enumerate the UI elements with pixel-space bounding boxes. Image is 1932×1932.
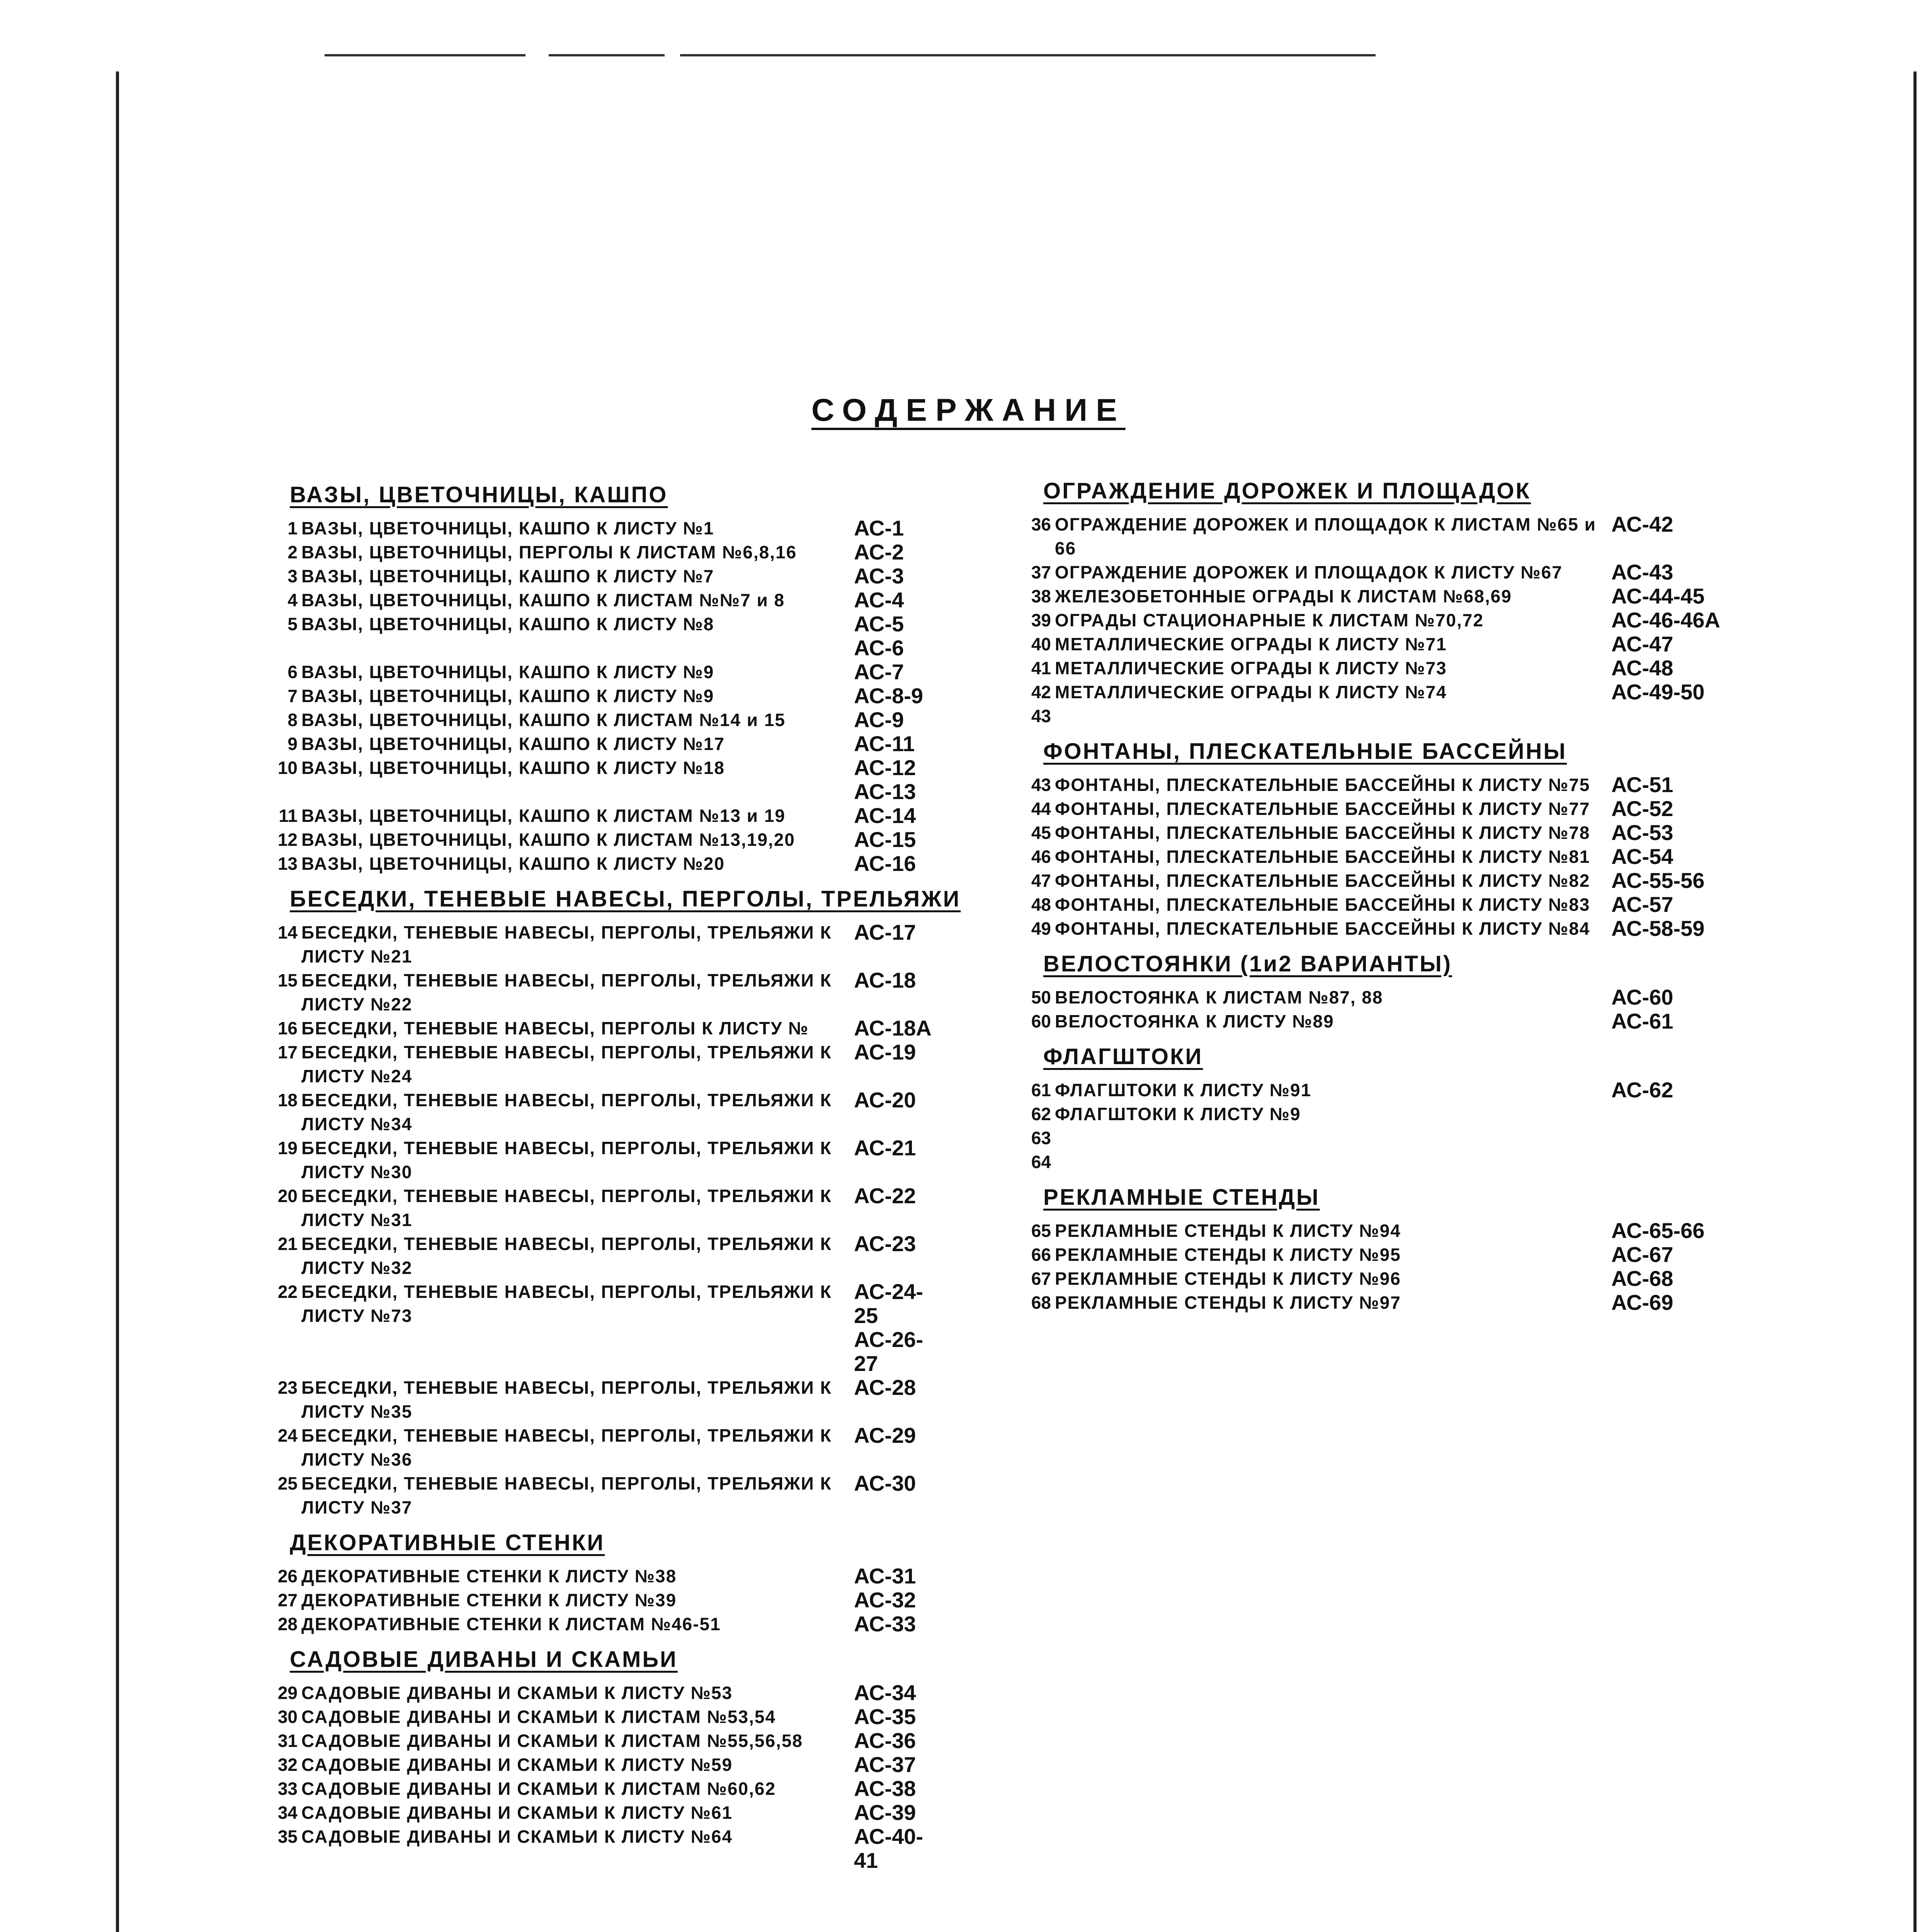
- sheet-code: АС-19: [854, 1040, 916, 1064]
- entry-number: 8: [287, 710, 298, 730]
- entry-number: 24: [277, 1425, 298, 1446]
- entry-number: 1: [287, 518, 298, 538]
- entry-number: 28: [277, 1614, 298, 1634]
- entry-title: ДЕКОРАТИВНЫЕ СТЕНКИ К ЛИСТАМ №46-51: [301, 1614, 721, 1634]
- contents-entry: [267, 564, 947, 588]
- entry-title: БЕСЕДКИ, ТЕНЕВЫЕ НАВЕСЫ, ПЕРГОЛЫ, ТРЕЛЬЯЖИ К ЛИСТУ №37: [301, 1473, 832, 1517]
- entry-title: БЕСЕДКИ, ТЕНЕВЫЕ НАВЕСЫ, ПЕРГОЛЫ, ТРЕЛЬЯЖИ К ЛИСТУ №35: [301, 1378, 832, 1422]
- contents-entry: [1020, 821, 1739, 845]
- sheet-code: АС-6: [854, 636, 904, 660]
- entry-number: 32: [277, 1755, 298, 1775]
- sheet-code: АС-62: [1611, 1078, 1673, 1102]
- entry-number: 13: [277, 854, 298, 874]
- entry-number: 48: [1031, 895, 1051, 915]
- contents-entry: [267, 660, 947, 684]
- entry-title: ФОНТАНЫ, ПЛЕСКАТЕЛЬНЫЕ БАССЕЙНЫ К ЛИСТУ №82: [1055, 871, 1590, 891]
- section-heading: ВАЗЫ, ЦВЕТОЧНИЦЫ, КАШПО: [290, 482, 668, 507]
- sheet-code: АС-53: [1611, 820, 1673, 845]
- entry-number: 38: [1031, 586, 1051, 606]
- section-heading: САДОВЫЕ ДИВАНЫ И СКАМЬИ: [290, 1647, 678, 1672]
- entry-title: РЕКЛАМНЫЕ СТЕНДЫ К ЛИСТУ №95: [1055, 1245, 1401, 1265]
- sheet-code: АС-38: [854, 1776, 916, 1801]
- entry-title: [301, 636, 846, 660]
- sheet-code: АС-17: [854, 920, 916, 944]
- entry-title: МЕТАЛЛИЧЕСКИЕ ОГРАДЫ К ЛИСТУ №71: [1055, 634, 1447, 654]
- contents-entry: [267, 1705, 947, 1729]
- contents-entry: [267, 1681, 947, 1705]
- contents-entry: [267, 1136, 947, 1184]
- entry-title: ФЛАГШТОКИ К ЛИСТУ №9: [1055, 1104, 1301, 1124]
- entry-number: 66: [1031, 1245, 1051, 1265]
- entry-number: 17: [277, 1042, 298, 1062]
- contents-entry: [1020, 845, 1739, 869]
- sheet-code: АС-4: [854, 588, 904, 612]
- entry-number: 47: [1031, 871, 1051, 891]
- contents-entry: [1020, 608, 1739, 632]
- sheet-code: АС-2: [854, 540, 904, 564]
- sheet-code: АС-7: [854, 660, 904, 684]
- entry-number: 35: [277, 1827, 298, 1847]
- sheet-code: АС-44-45: [1611, 584, 1705, 608]
- entry-number: 36: [1031, 514, 1051, 534]
- entry-number: 9: [287, 734, 298, 754]
- entry-title: [1055, 704, 1604, 728]
- entry-title: ОГРАЖДЕНИЕ ДОРОЖЕК И ПЛОЩАДОК К ЛИСТАМ №65 и 66: [1055, 514, 1596, 558]
- section-heading: РЕКЛАМНЫЕ СТЕНДЫ: [1043, 1185, 1320, 1210]
- contents-entry: [1020, 1243, 1739, 1267]
- contents-entry: [267, 684, 947, 708]
- entry-title: БЕСЕДКИ, ТЕНЕВЫЕ НАВЕСЫ, ПЕРГОЛЫ, ТРЕЛЬЯЖИ К ЛИСТУ №34: [301, 1090, 832, 1134]
- contents-entry: [267, 1088, 947, 1136]
- contents-entry: [1020, 1291, 1739, 1315]
- entry-title: ОГРАЖДЕНИЕ ДОРОЖЕК И ПЛОЩАДОК К ЛИСТУ №67: [1055, 562, 1563, 582]
- section-heading: ВЕЛОСТОЯНКИ (1и2 ВАРИАНТЫ): [1043, 951, 1452, 976]
- entry-number: 20: [277, 1186, 298, 1206]
- sheet-code: АС-51: [1611, 772, 1673, 797]
- sheet-code: АС-67: [1611, 1242, 1673, 1267]
- sheet-code: АС-49-50: [1611, 680, 1705, 704]
- sheet-code: АС-22: [854, 1184, 916, 1208]
- entry-number: 61: [1031, 1080, 1051, 1100]
- entry-title: ВАЗЫ, ЦВЕТОЧНИЦЫ, КАШПО К ЛИСТАМ №13,19,20: [301, 830, 795, 850]
- entry-number: 62: [1031, 1104, 1051, 1124]
- sheet-code: АС-42: [1611, 512, 1673, 536]
- contents-entry: [267, 1564, 947, 1588]
- entry-title: БЕСЕДКИ, ТЕНЕВЫЕ НАВЕСЫ, ПЕРГОЛЫ, ТРЕЛЬЯЖИ К ЛИСТУ №73: [301, 1282, 832, 1326]
- sheet-code: АС-13: [854, 779, 916, 804]
- entry-title: ВАЗЫ, ЦВЕТОЧНИЦЫ, КАШПО К ЛИСТУ №17: [301, 734, 725, 754]
- sheet-code: АС-34: [854, 1680, 916, 1705]
- contents-entry: [1020, 1219, 1739, 1243]
- section-heading: ФОНТАНЫ, ПЛЕСКАТЕЛЬНЫЕ БАССЕЙНЫ: [1043, 739, 1567, 764]
- contents-right-column: [1020, 468, 1739, 1315]
- sheet-code: АС-35: [854, 1704, 916, 1729]
- sheet-code: АС-60: [1611, 985, 1673, 1009]
- entry-number: 37: [1031, 562, 1051, 582]
- contents-entry: [1020, 1126, 1739, 1150]
- sheet-code: АС-32: [854, 1588, 916, 1612]
- entry-title: БЕСЕДКИ, ТЕНЕВЫЕ НАВЕСЫ, ПЕРГОЛЫ, ТРЕЛЬЯЖИ К ЛИСТУ №24: [301, 1042, 832, 1086]
- contents-entry: [267, 1016, 947, 1040]
- entry-title: ФОНТАНЫ, ПЛЕСКАТЕЛЬНЫЕ БАССЕЙНЫ К ЛИСТУ №77: [1055, 799, 1590, 819]
- entry-number: [267, 780, 301, 804]
- contents-entry: [267, 732, 947, 756]
- entry-number: 33: [277, 1779, 298, 1799]
- entry-number: 6: [287, 662, 298, 682]
- entry-title: [301, 780, 846, 804]
- sheet-code: АС-8-9: [854, 684, 923, 708]
- contents-entry: [267, 804, 947, 828]
- entry-title: ДЕКОРАТИВНЫЕ СТЕНКИ К ЛИСТУ №39: [301, 1590, 677, 1610]
- sheet-code: АС-20: [854, 1088, 916, 1112]
- entry-number: 49: [1031, 918, 1051, 939]
- sheet-code: АС-39: [854, 1800, 916, 1825]
- sheet-code: АС-11: [854, 731, 915, 756]
- contents-entry: [267, 1612, 947, 1636]
- sheet-code: АС-15: [854, 827, 916, 852]
- sheet-code: АС-31: [854, 1564, 916, 1588]
- contents-entry: [267, 1280, 947, 1376]
- contents-entry: [1020, 773, 1739, 797]
- entry-title: МЕТАЛЛИЧЕСКИЕ ОГРАДЫ К ЛИСТУ №74: [1055, 682, 1447, 702]
- contents-entry: [267, 1423, 947, 1471]
- contents-entry: [267, 1232, 947, 1280]
- entry-number: 15: [277, 970, 298, 990]
- contents-entry: [267, 780, 947, 804]
- sheet-code: АС-36: [854, 1728, 916, 1753]
- entry-number: 18: [277, 1090, 298, 1110]
- contents-entry: [267, 612, 947, 636]
- entry-number: 26: [277, 1566, 298, 1586]
- entry-title: ВАЗЫ, ЦВЕТОЧНИЦЫ, КАШПО К ЛИСТУ №9: [301, 662, 714, 682]
- entry-number: 22: [277, 1282, 298, 1302]
- sheet-code: АС-14: [854, 803, 916, 828]
- contents-entry: [267, 1040, 947, 1088]
- section-heading: ФЛАГШТОКИ: [1043, 1044, 1203, 1069]
- entry-number: 64: [1031, 1152, 1051, 1172]
- sheet-code: АС-37: [854, 1752, 916, 1777]
- entry-title: [1055, 1150, 1604, 1174]
- sheet-code: АС-47: [1611, 632, 1673, 656]
- entry-title: ФОНТАНЫ, ПЛЕСКАТЕЛЬНЫЕ БАССЕЙНЫ К ЛИСТУ №78: [1055, 823, 1590, 843]
- entry-number: 14: [277, 922, 298, 942]
- entry-title: БЕСЕДКИ, ТЕНЕВЫЕ НАВЕСЫ, ПЕРГОЛЫ, ТРЕЛЬЯЖИ К ЛИСТУ №31: [301, 1186, 832, 1230]
- contents-entry: [267, 1825, 947, 1872]
- entry-title: ЖЕЛЕЗОБЕТОННЫЕ ОГРАДЫ К ЛИСТАМ №68,69: [1055, 586, 1512, 606]
- contents-entry: [267, 588, 947, 612]
- entry-number: 60: [1031, 1011, 1051, 1031]
- sheet-code: АС-3: [854, 564, 904, 588]
- entry-number: 19: [277, 1138, 298, 1158]
- entry-number: 42: [1031, 682, 1051, 702]
- entry-title: САДОВЫЕ ДИВАНЫ И СКАМЬИ К ЛИСТАМ №53,54: [301, 1707, 776, 1727]
- contents-entry: [1020, 985, 1739, 1009]
- entry-number: 12: [277, 830, 298, 850]
- sheet-code: АС-54: [1611, 844, 1673, 869]
- entry-title: [1055, 1126, 1604, 1150]
- entry-number: 2: [287, 542, 298, 562]
- entry-title: ВАЗЫ, ЦВЕТОЧНИЦЫ, КАШПО К ЛИСТУ №9: [301, 686, 714, 706]
- sheet-code: АС-61: [1611, 1009, 1673, 1033]
- entry-number: 34: [277, 1803, 298, 1823]
- entry-title: МЕТАЛЛИЧЕСКИЕ ОГРАДЫ К ЛИСТУ №73: [1055, 658, 1447, 678]
- entry-title: ВЕЛОСТОЯНКА К ЛИСТУ №89: [1055, 1011, 1334, 1031]
- sheet-code: АС-12: [854, 755, 916, 780]
- entry-number: 40: [1031, 634, 1051, 654]
- entry-number: 4: [287, 590, 298, 610]
- sheet-code: АС-30: [854, 1471, 916, 1495]
- contents-left-column: [267, 471, 961, 1872]
- entry-number: 25: [277, 1473, 298, 1493]
- entry-number: 3: [287, 566, 298, 586]
- entry-title: БЕСЕДКИ, ТЕНЕВЫЕ НАВЕСЫ, ПЕРГОЛЫ, ТРЕЛЬЯЖИ К ЛИСТУ №32: [301, 1234, 832, 1278]
- entry-number: [267, 636, 301, 660]
- entry-number: 27: [277, 1590, 298, 1610]
- entry-number: 67: [1031, 1269, 1051, 1289]
- contents-entry: [1020, 1267, 1739, 1291]
- sheet-code: АС-69: [1611, 1290, 1673, 1315]
- sheet-code: АС-55-56: [1611, 868, 1705, 893]
- entry-number: 65: [1031, 1221, 1051, 1241]
- entry-title: САДОВЫЕ ДИВАНЫ И СКАМЬИ К ЛИСТУ №53: [301, 1683, 733, 1703]
- entry-number: 39: [1031, 610, 1051, 630]
- sheet-code: АС-9: [854, 707, 904, 732]
- sheet-code: АС-48: [1611, 656, 1673, 680]
- entry-number: 30: [277, 1707, 298, 1727]
- contents-entry: [1020, 560, 1739, 584]
- top-rule-1: [325, 54, 526, 56]
- entry-number: 11: [279, 806, 298, 826]
- entry-number: 44: [1031, 799, 1051, 819]
- entry-title: РЕКЛАМНЫЕ СТЕНДЫ К ЛИСТУ №94: [1055, 1221, 1401, 1241]
- entry-title: ВАЗЫ, ЦВЕТОЧНИЦЫ, КАШПО К ЛИСТУ №18: [301, 758, 725, 778]
- top-rule-2: [549, 54, 665, 56]
- sheet-code: АС-16: [854, 851, 916, 876]
- sheet-code: АС-24-25 АС-26-27: [854, 1279, 923, 1376]
- entry-title: ВАЗЫ, ЦВЕТОЧНИЦЫ, КАШПО К ЛИСТУ №20: [301, 854, 725, 874]
- sheet-code: АС-43: [1611, 560, 1673, 584]
- entry-number: 21: [277, 1234, 298, 1254]
- sheet-code: АС-21: [854, 1136, 916, 1160]
- contents-entry: [267, 1753, 947, 1777]
- entry-title: САДОВЫЕ ДИВАНЫ И СКАМЬИ К ЛИСТУ №61: [301, 1803, 733, 1823]
- entry-title: БЕСЕДКИ, ТЕНЕВЫЕ НАВЕСЫ, ПЕРГОЛЫ, ТРЕЛЬЯЖИ К ЛИСТУ №21: [301, 922, 832, 966]
- entry-title: САДОВЫЕ ДИВАНЫ И СКАМЬИ К ЛИСТУ №64: [301, 1827, 733, 1847]
- contents-entry: [267, 852, 947, 876]
- entry-number: 16: [277, 1018, 298, 1038]
- sheet-code: АС-5: [854, 612, 904, 636]
- section-heading: БЕСЕДКИ, ТЕНЕВЫЕ НАВЕСЫ, ПЕРГОЛЫ, ТРЕЛЬЯЖИ: [290, 886, 961, 912]
- sheet-code: [1604, 1150, 1739, 1174]
- entry-title: ВАЗЫ, ЦВЕТОЧНИЦЫ, КАШПО К ЛИСТУ №7: [301, 566, 714, 586]
- sheet-code: АС-28: [854, 1375, 916, 1400]
- entry-number: 68: [1031, 1293, 1051, 1313]
- contents-entry: [267, 636, 947, 660]
- top-rule-3: [680, 54, 1376, 56]
- contents-entry: [1020, 632, 1739, 656]
- entry-number: 50: [1031, 987, 1051, 1007]
- entry-title: ВАЗЫ, ЦВЕТОЧНИЦЫ, КАШПО К ЛИСТАМ №13 и 19: [301, 806, 786, 826]
- entry-number: 7: [287, 686, 298, 706]
- contents-entry: [267, 1471, 947, 1519]
- contents-entry: [267, 708, 947, 732]
- contents-entry: [1020, 512, 1739, 560]
- entry-title: БЕСЕДКИ, ТЕНЕВЫЕ НАВЕСЫ, ПЕРГОЛЫ К ЛИСТУ №: [301, 1018, 809, 1038]
- sheet-code: АС-23: [854, 1231, 916, 1256]
- entry-title: САДОВЫЕ ДИВАНЫ И СКАМЬИ К ЛИСТАМ №55,56,58: [301, 1731, 803, 1751]
- section-heading: ОГРАЖДЕНИЕ ДОРОЖЕК И ПЛОЩАДОК: [1043, 478, 1531, 503]
- entry-title: ВАЗЫ, ЦВЕТОЧНИЦЫ, КАШПО К ЛИСТУ №8: [301, 614, 714, 634]
- sheet-code: АС-18: [854, 968, 916, 992]
- entry-title: РЕКЛАМНЫЕ СТЕНДЫ К ЛИСТУ №96: [1055, 1269, 1401, 1289]
- entry-title: ФОНТАНЫ, ПЛЕСКАТЕЛЬНЫЕ БАССЕЙНЫ К ЛИСТУ №75: [1055, 775, 1590, 795]
- contents-entry: [1020, 1102, 1739, 1126]
- contents-entry: [267, 920, 947, 968]
- contents-entry: [267, 1729, 947, 1753]
- contents-entry: [267, 540, 947, 564]
- entry-number: 45: [1031, 823, 1051, 843]
- contents-entry: [267, 516, 947, 540]
- sheet-code: АС-52: [1611, 796, 1673, 821]
- contents-entry: [1020, 656, 1739, 680]
- contents-entry: [1020, 917, 1739, 940]
- entry-title: ФОНТАНЫ, ПЛЕСКАТЕЛЬНЫЕ БАССЕЙНЫ К ЛИСТУ №81: [1055, 847, 1590, 867]
- entry-title: ДЕКОРАТИВНЫЕ СТЕНКИ К ЛИСТУ №38: [301, 1566, 677, 1586]
- section-heading: ДЕКОРАТИВНЫЕ СТЕНКИ: [290, 1530, 605, 1555]
- page-title: СОДЕРЖАНИЕ: [811, 393, 1126, 428]
- contents-entry: [267, 1588, 947, 1612]
- sheet-code: АС-29: [854, 1423, 916, 1447]
- sheet-code: АС-68: [1611, 1266, 1673, 1291]
- entry-title: БЕСЕДКИ, ТЕНЕВЫЕ НАВЕСЫ, ПЕРГОЛЫ, ТРЕЛЬЯЖИ К ЛИСТУ №30: [301, 1138, 832, 1182]
- entry-title: ВАЗЫ, ЦВЕТОЧНИЦЫ, КАШПО К ЛИСТАМ №14 и 15: [301, 710, 786, 730]
- entry-title: ВЕЛОСТОЯНКА К ЛИСТАМ №87, 88: [1055, 987, 1383, 1007]
- sheet-code: АС-65-66: [1611, 1218, 1705, 1243]
- entry-number: 10: [277, 758, 298, 778]
- contents-entry: [1020, 869, 1739, 893]
- contents-entry: [1020, 1009, 1739, 1033]
- entry-number: 31: [277, 1731, 298, 1751]
- contents-entry: [1020, 1078, 1739, 1102]
- entry-title: ВАЗЫ, ЦВЕТОЧНИЦЫ, ПЕРГОЛЫ К ЛИСТАМ №6,8,16: [301, 542, 797, 562]
- sheet-code: АС-57: [1611, 892, 1673, 917]
- entry-number: 46: [1031, 847, 1051, 867]
- contents-entry: [267, 756, 947, 780]
- sheet-code: АС-58-59: [1611, 916, 1705, 940]
- entry-number: 29: [277, 1683, 298, 1703]
- entry-number: 43: [1031, 775, 1051, 795]
- entry-title: РЕКЛАМНЫЕ СТЕНДЫ К ЛИСТУ №97: [1055, 1293, 1401, 1313]
- sheet-code: АС-1: [854, 516, 904, 540]
- contents-entry: [1020, 893, 1739, 917]
- sheet-code: АС-46-46А: [1611, 608, 1720, 632]
- entry-number: 5: [287, 614, 298, 634]
- entry-title: САДОВЫЕ ДИВАНЫ И СКАМЬИ К ЛИСТАМ №60,62: [301, 1779, 776, 1799]
- contents-entry: [267, 828, 947, 852]
- contents-entry: [267, 1777, 947, 1801]
- entry-title: ВАЗЫ, ЦВЕТОЧНИЦЫ, КАШПО К ЛИСТАМ №№7 и 8: [301, 590, 785, 610]
- entry-title: САДОВЫЕ ДИВАНЫ И СКАМЬИ К ЛИСТУ №59: [301, 1755, 733, 1775]
- contents-entry: [267, 968, 947, 1016]
- contents-entry: [1020, 797, 1739, 821]
- entry-title: ОГРАДЫ СТАЦИОНАРНЫЕ К ЛИСТАМ №70,72: [1055, 610, 1484, 630]
- contents-entry: [267, 1801, 947, 1825]
- contents-entry: [1020, 680, 1739, 704]
- sheet-code: АС-40-41: [854, 1824, 923, 1872]
- entry-number: 43: [1031, 706, 1051, 726]
- sheet-code: [1604, 1126, 1739, 1150]
- contents-entry: [267, 1376, 947, 1423]
- entry-title: БЕСЕДКИ, ТЕНЕВЫЕ НАВЕСЫ, ПЕРГОЛЫ, ТРЕЛЬЯЖИ К ЛИСТУ №36: [301, 1425, 832, 1469]
- contents-entry: [1020, 584, 1739, 608]
- sheet-code: [1604, 1102, 1739, 1126]
- contents-entry: [1020, 1150, 1739, 1174]
- entry-title: БЕСЕДКИ, ТЕНЕВЫЕ НАВЕСЫ, ПЕРГОЛЫ, ТРЕЛЬЯЖИ К ЛИСТУ №22: [301, 970, 832, 1014]
- entry-title: ВАЗЫ, ЦВЕТОЧНИЦЫ, КАШПО К ЛИСТУ №1: [301, 518, 714, 538]
- contents-entry: [1020, 704, 1739, 728]
- sheet-code: АС-33: [854, 1612, 916, 1636]
- entry-title: ФЛАГШТОКИ К ЛИСТУ №91: [1055, 1080, 1312, 1100]
- entry-number: 63: [1031, 1128, 1051, 1148]
- sheet-code: [1604, 704, 1739, 728]
- entry-title: ФОНТАНЫ, ПЛЕСКАТЕЛЬНЫЕ БАССЕЙНЫ К ЛИСТУ №84: [1055, 918, 1590, 939]
- entry-title: ФОНТАНЫ, ПЛЕСКАТЕЛЬНЫЕ БАССЕЙНЫ К ЛИСТУ №83: [1055, 895, 1590, 915]
- entry-number: 23: [277, 1378, 298, 1398]
- sheet-code: АС-18А: [854, 1016, 932, 1040]
- contents-entry: [267, 1184, 947, 1232]
- entry-number: 41: [1031, 658, 1051, 678]
